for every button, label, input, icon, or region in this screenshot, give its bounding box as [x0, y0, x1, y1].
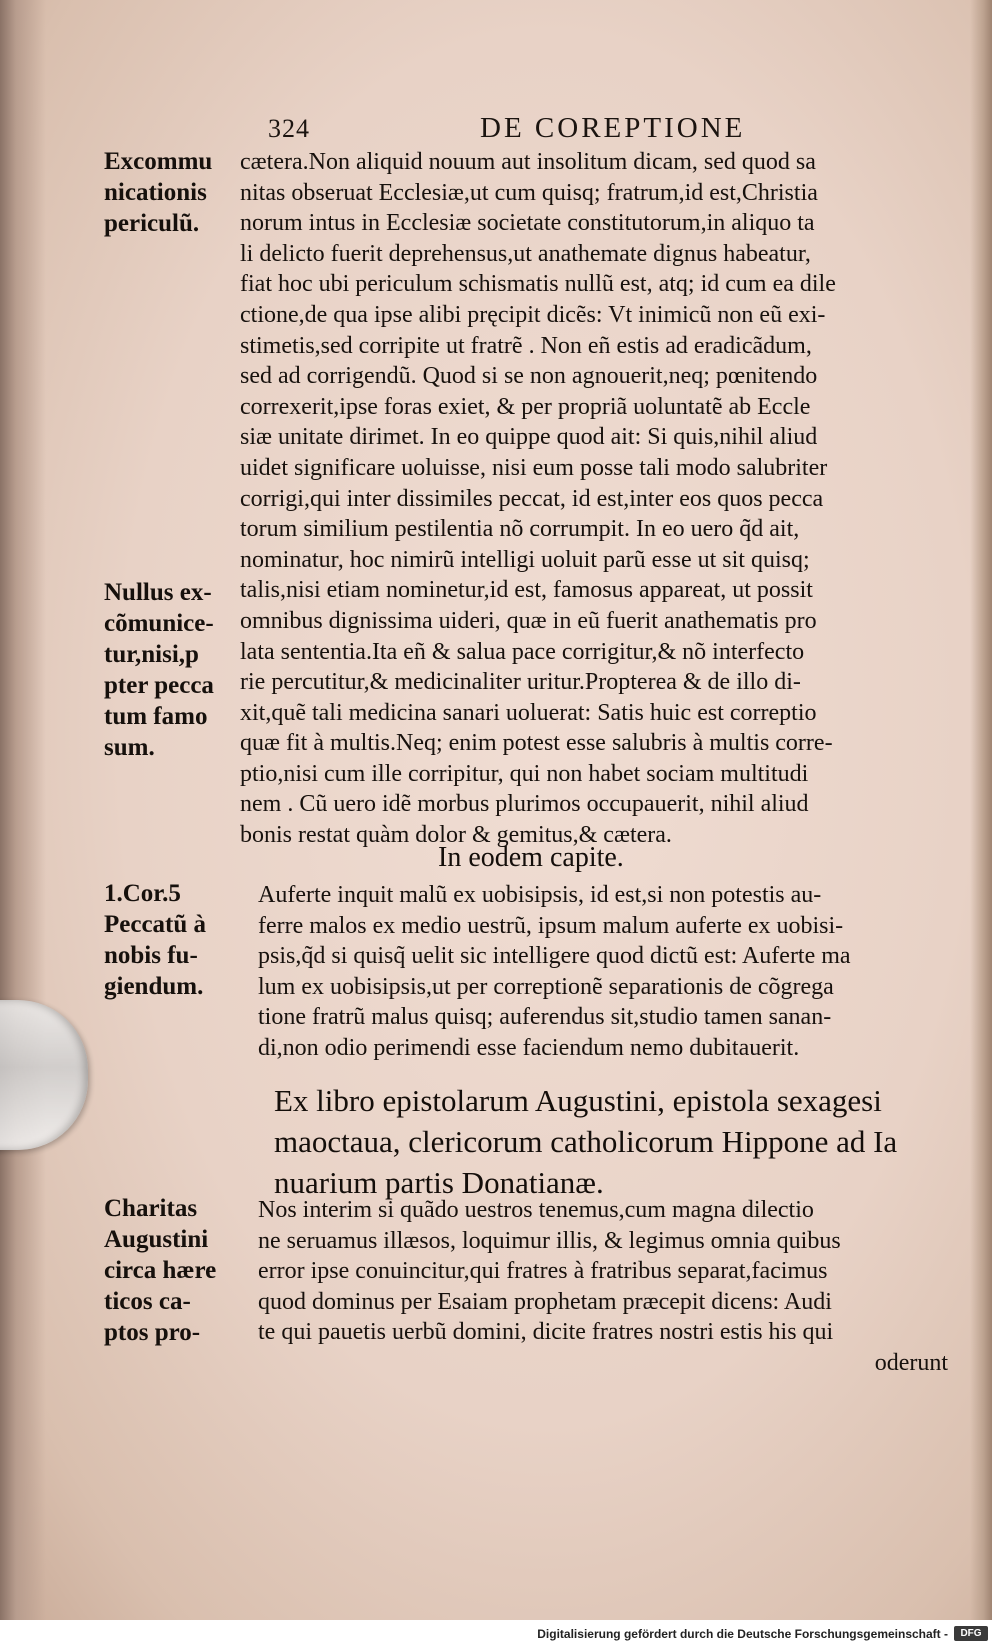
text-line: ptio,nisi cum ille corripitur, qui non habet sociam multitudi [240, 760, 809, 787]
text-line: omnibus dignissima uideri, quæ in eũ fuerit anathematis pro [240, 607, 817, 634]
page-header [268, 112, 968, 152]
page-clip [0, 1000, 88, 1150]
text-line: ctione,de qua ipse alibi pręcipit dicẽs: Vt inimicũ non eũ exi- [240, 301, 826, 328]
text-line: lata sententia.Ita eñ & salua pace corrigitur,& nõ interfecto [240, 638, 805, 665]
text-line: correxerit,ipse foras exiet, & per propriã uoluntatẽ ab Eccle [240, 393, 811, 420]
footer-bar [0, 1624, 1000, 1645]
paragraph-third [258, 1195, 978, 1379]
paragraph-main [240, 147, 960, 851]
catchword: oderunt [874, 1349, 948, 1376]
text-line: nem . Cũ uero idẽ morbus plurimos occupauerit, nihil aliud [240, 791, 809, 818]
text-line: corrigi,qui inter dissimiles peccat, id est,inter eos quos pecca [240, 485, 824, 512]
text-line: talis,nisi etiam nominetur,id est, famosus appareat, ut possit [240, 577, 813, 604]
text-line: fiat hoc ubi periculum schismatis nullũ est, atq; id cum ea dile [240, 271, 836, 298]
text-line: lum ex uobisipsis,ut per correptionẽ separationis de cõgrega [258, 973, 834, 1000]
funding-notice: Digitalisierung gefördert durch die Deutsche Forschungsgemeinschaft - [537, 1627, 948, 1641]
margin-note-excommunication: Excommu nicationis periculũ. [104, 148, 213, 237]
text-line: quod dominus per Esaiam prophetam præcepit dicens: Audi [258, 1288, 832, 1315]
text-line: cætera.Non aliquid nouum aut insolitum dicam, sed quod sa [240, 149, 816, 175]
text-line: bonis restat quàm dolor & gemitus,& cætera. [240, 822, 672, 849]
paragraph-second [258, 880, 978, 1064]
text-line: di,non odio perimendi esse faciendum nemo dubitauerit. [258, 1034, 800, 1061]
text-line: sed ad corrigendũ. Quod si se non agnouerit,neq; pœnitendo [240, 363, 818, 390]
text-line: siæ unitate dirimet. In eo quippe quod ait: Si quis,nihil aliud [240, 424, 818, 451]
page-number: 324 [268, 114, 310, 143]
text-line: uidet significare uoluisse, nisi eum posse tali modo salubriter [240, 454, 828, 481]
text-line: rie percutitur,& medicinaliter uritur.Propterea & de illo di- [240, 669, 801, 696]
page-gutter-shadow [0, 0, 46, 1620]
text-line: nitas obseruat Ecclesiæ,ut cum quisq; fratrum,id est,Christia [240, 179, 818, 206]
text-line: li delicto fuerit deprehensus,ut anathemate dignus habeatur, [240, 240, 811, 267]
text-line: quæ fit à multis.Neq; enim potest esse salubris à multis corre- [240, 730, 833, 757]
margin-note-charitas: Charitas Augustini circa hære ticos ca- ptos pro- [104, 1195, 217, 1346]
text-line: ne seruamus illæsos, loquimur illis, & legimus omnia quibus [258, 1227, 841, 1254]
text-line: torum similium pestilentia nõ corrumpit. In eo uero q̃d ait, [240, 516, 800, 543]
epistle-heading: Ex libro epistolarum Augustini, epistola sexagesi maoctaua, clericorum catholicorum Hippone ad Ia nuarium partis Donatianæ. [274, 1083, 898, 1200]
dfg-logo: DFG [954, 1626, 988, 1641]
text-line: nominatur, hoc nimirũ intelligi uoluit parũ esse ut sit quisq; [240, 546, 810, 573]
text-line: tione fratrũ malus quisq; auferendus sit,studio tamen sanan- [258, 1004, 832, 1031]
margin-note-corinthians: 1.Cor.5 Peccatũ à nobis fu- giendum. [104, 880, 207, 1000]
text-line: error ipse conuincitur,qui fratres à fratribus separat,facimus [258, 1258, 828, 1285]
section-heading: In eodem capite. [438, 842, 624, 873]
text-line: stimetis,sed corripite ut fratrẽ . Non eñ estis ad eradicãdum, [240, 332, 812, 359]
text-line: norum intus in Ecclesiæ societate constitutorum,in aliquo ta [240, 210, 815, 237]
text-line: te qui pauetis uerbũ domini, dicite fratres nostri estis his qui [258, 1319, 834, 1346]
running-title: DE COREPTIONE [480, 112, 746, 144]
margin-note-nullus: Nullus ex- cõmunice- tur,nisi,p pter pecca tum famo sum. [104, 579, 214, 761]
text-line: psis,q̃d si quisq̃ uelit sic intelligere quod dictũ est: Auferte ma [258, 943, 851, 970]
text-line: Nos interim si quãdo uestros tenemus,cum magna dilectio [258, 1197, 814, 1223]
text-line: ferre malos ex medio uestrũ, ipsum malum auferte ex uobisi- [258, 912, 844, 939]
text-line: xit,quẽ tali medicina sanari uoluerat: Satis huic est correptio [240, 699, 817, 726]
text-line: Auferte inquit malũ ex uobisipsis, id est,si non potestis au- [258, 882, 822, 908]
